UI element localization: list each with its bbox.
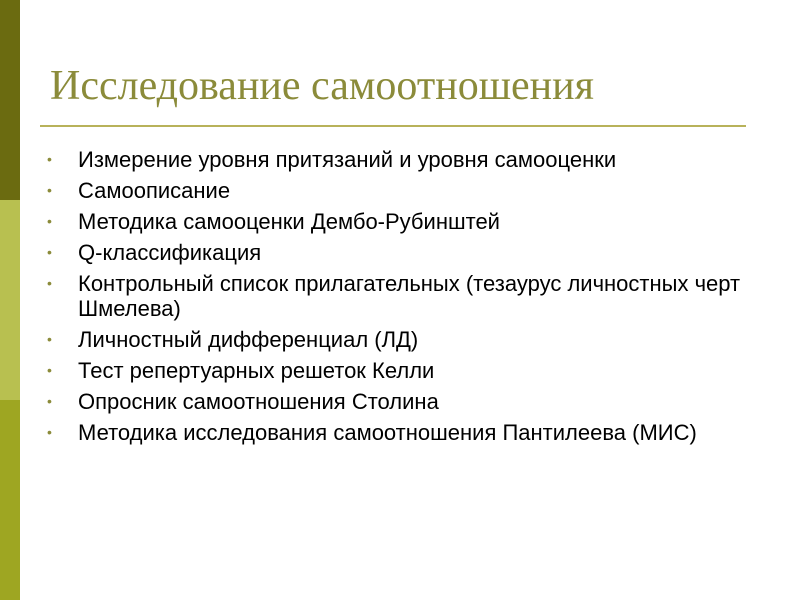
slide-title: Исследование самоотношения [50, 63, 594, 109]
bullet-dot-icon: • [47, 182, 52, 198]
list-item [47, 358, 778, 383]
side-bar-dark-segment [0, 0, 20, 200]
list-item [47, 178, 778, 203]
bullet-list [47, 147, 778, 451]
side-bar-mid-segment [0, 400, 20, 600]
bullet-dot-icon: • [47, 362, 52, 378]
list-item [47, 209, 778, 234]
list-item-text: Контрольный список прилагательных (тезаурус личностных черт Шмелева) [78, 271, 741, 321]
side-accent-bar [0, 0, 20, 600]
list-item-text: Самоописание [78, 178, 231, 203]
bullet-dot-icon: • [47, 424, 52, 440]
bullet-dot-icon: • [47, 331, 52, 347]
bullet-dot-icon: • [47, 393, 52, 409]
list-item [47, 389, 778, 414]
list-item-text: Методика самооценки Дембо-Рубинштей [78, 209, 500, 234]
list-item [47, 271, 778, 321]
list-item-text: Опросник самоотношения Столина [78, 389, 439, 414]
list-item-text: Методика исследования самоотношения Пантилеева (МИС) [78, 420, 697, 445]
list-item [47, 240, 778, 265]
list-item [47, 420, 778, 445]
bullet-dot-icon: • [47, 213, 52, 229]
list-item-text: Измерение уровня притязаний и уровня самооценки [78, 147, 617, 172]
list-item [47, 327, 778, 352]
title-underline [40, 125, 746, 127]
list-item [47, 147, 778, 172]
bullet-dot-icon: • [47, 244, 52, 260]
bullet-dot-icon: • [47, 151, 52, 167]
side-bar-light-segment [0, 200, 20, 400]
list-item-text: Тест репертуарных решеток Келли [78, 358, 435, 383]
list-item-text: Q-классификация [78, 240, 262, 265]
list-item-text: Личностный дифференциал (ЛД) [78, 327, 419, 352]
bullet-dot-icon: • [47, 275, 52, 291]
